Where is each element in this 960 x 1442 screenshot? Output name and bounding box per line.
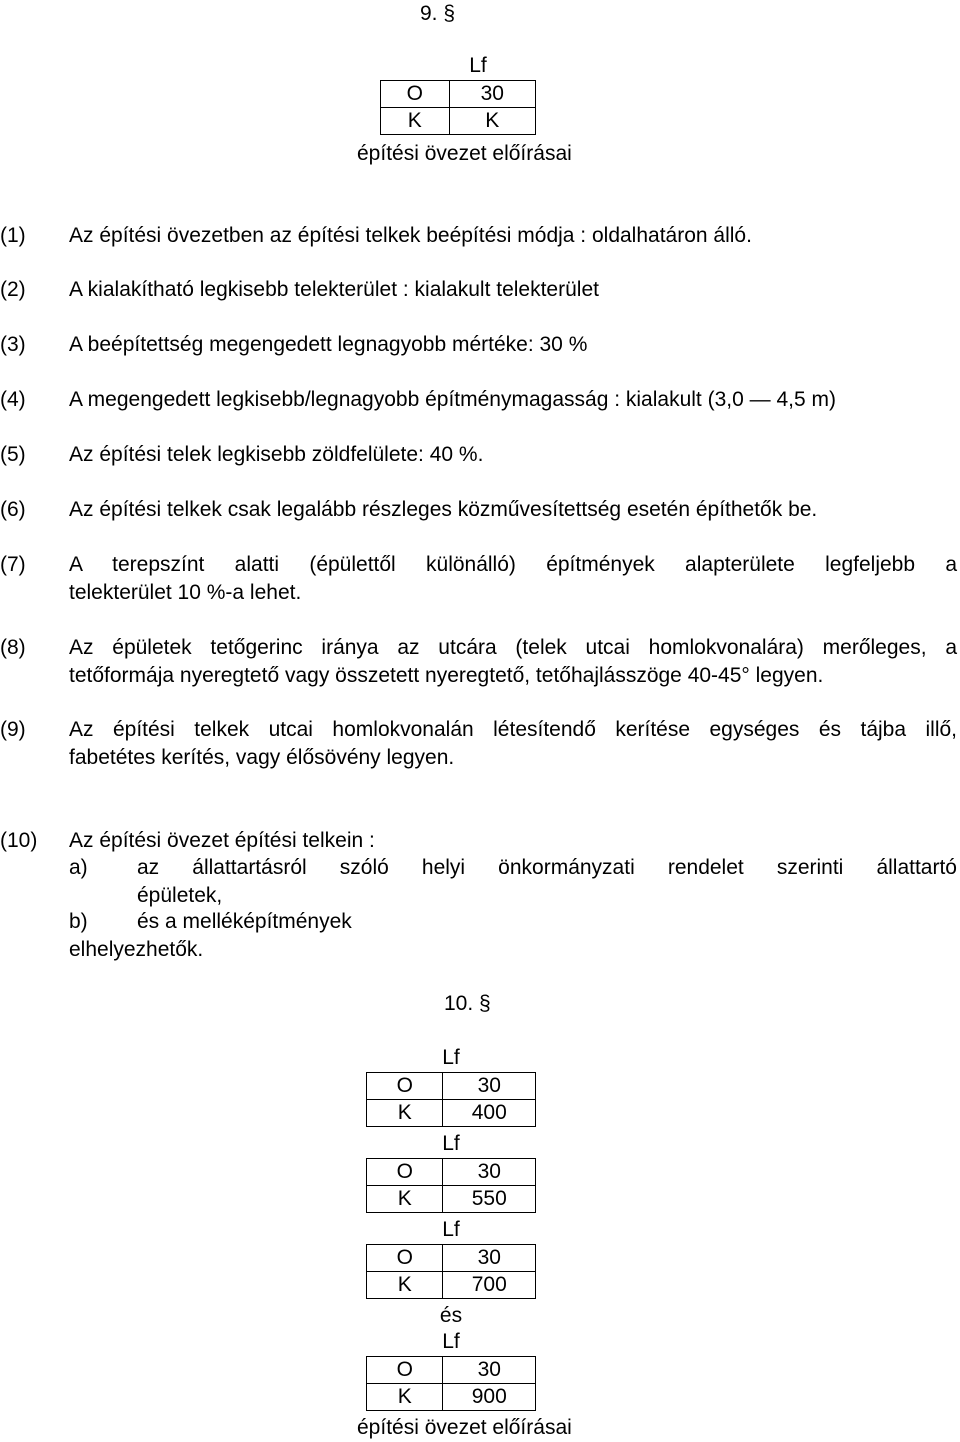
section-heading-9: 9. §	[420, 2, 456, 25]
zone-cell-value: 30	[443, 1357, 536, 1384]
paragraph-number: (8)	[0, 636, 26, 659]
zone-table	[366, 1158, 536, 1213]
zone-cell-value: 30	[443, 1245, 536, 1272]
zone-label: Lf	[469, 54, 487, 77]
zone-cell-value: 550	[443, 1186, 536, 1213]
zone-cell-key: O	[381, 81, 450, 108]
paragraph-text: A kialakítható legkisebb telekterület : kialakult telekterület	[69, 278, 599, 301]
list-item-label: b)	[69, 910, 88, 933]
zone-label: Lf	[442, 1132, 460, 1155]
zone-row	[367, 1159, 536, 1186]
paragraph-text: A beépítettség megengedett legnagyobb mértéke: 30 %	[69, 333, 588, 356]
paragraph-text	[69, 716, 957, 772]
list-item-text	[137, 854, 957, 910]
paragraph-number: (3)	[0, 333, 26, 356]
zone-table	[380, 80, 536, 135]
zone-row-plot	[381, 108, 536, 135]
zone-row	[367, 1186, 536, 1213]
zone-table	[366, 1072, 536, 1127]
list-item-text: és a melléképítmények	[137, 910, 352, 933]
paragraph-text	[69, 551, 957, 607]
zone-label: Lf	[442, 1218, 460, 1241]
zone-caption: építési övezet előírásai	[357, 1416, 572, 1439]
paragraph-number: (2)	[0, 278, 26, 301]
paragraph-number: (1)	[0, 224, 26, 247]
zone-cell-key: O	[367, 1073, 443, 1100]
paragraph-text: Az építési övezet építési telkein :	[69, 829, 375, 852]
list-item-line: az állattartásról szóló helyi önkormányzati rendelet szerinti állattartó	[137, 856, 957, 879]
zone-row	[367, 1357, 536, 1384]
paragraph-line: A terepszínt alatti (épülettől különálló) építmények alapterülete legfeljebb a	[69, 553, 957, 576]
zone-label: Lf	[442, 1046, 460, 1069]
list-item-line: épületek,	[137, 884, 223, 907]
paragraph-text: Az építési telek legkisebb zöldfelülete: 40 %.	[69, 443, 484, 466]
list-item-label: a)	[69, 856, 88, 879]
paragraph-number: (7)	[0, 553, 26, 576]
zone-cell-value: 30	[449, 81, 535, 108]
zone-row	[367, 1272, 536, 1299]
paragraph-line: telekterület 10 %-a lehet.	[69, 581, 302, 604]
paragraph-number: (6)	[0, 498, 26, 521]
zone-cell-key: K	[381, 108, 450, 135]
zone-cell-key: K	[367, 1186, 443, 1213]
zone-cell-value: K	[449, 108, 535, 135]
zone-cell-key: O	[367, 1159, 443, 1186]
zone-cell-key: K	[367, 1100, 443, 1127]
section-heading-10: 10. §	[444, 992, 491, 1015]
paragraph-line: Az épületek tetőgerinc iránya az utcára (telek utcai homlokvonalára) merőleges, a	[69, 636, 957, 659]
zone-cell-value: 400	[443, 1100, 536, 1127]
paragraph-text: Az építési telkek csak legalább részleges közművesítettség esetén építhetők be.	[69, 498, 818, 521]
zone-cell-key: O	[367, 1245, 443, 1272]
zone-cell-key: K	[367, 1384, 443, 1411]
paragraph-number: (5)	[0, 443, 26, 466]
zone-connector: és	[439, 1304, 463, 1327]
zone-row	[367, 1100, 536, 1127]
zone-table	[366, 1244, 536, 1299]
zone-label: Lf	[442, 1330, 460, 1353]
zone-caption: építési övezet előírásai	[357, 142, 572, 165]
zone-cell-key: K	[367, 1272, 443, 1299]
zone-cell-value: 900	[443, 1384, 536, 1411]
paragraph-closing: elhelyezhetők.	[69, 938, 204, 961]
paragraph-line: tetőformája nyeregtető vagy összetett nyeregtető, tetőhajlásszöge 40-45° legyen.	[69, 664, 824, 687]
paragraph-text: Az építési övezetben az építési telkek beépítési módja : oldalhatáron álló.	[69, 224, 752, 247]
zone-row	[367, 1073, 536, 1100]
paragraph-text: A megengedett legkisebb/legnagyobb építménymagasság : kialakult (3,0 — 4,5 m)	[69, 388, 836, 411]
zone-row-density	[381, 81, 536, 108]
zone-row	[367, 1245, 536, 1272]
paragraph-text	[69, 634, 957, 690]
zone-table	[366, 1356, 536, 1411]
paragraph-number: (10)	[0, 829, 38, 852]
zone-cell-key: O	[367, 1357, 443, 1384]
zone-cell-value: 700	[443, 1272, 536, 1299]
zone-row	[367, 1384, 536, 1411]
paragraph-line: fabetétes kerítés, vagy élősövény legyen.	[69, 746, 455, 769]
zone-cell-value: 30	[443, 1159, 536, 1186]
zone-cell-value: 30	[443, 1073, 536, 1100]
paragraph-number: (4)	[0, 388, 26, 411]
paragraph-line: Az építési telkek utcai homlokvonalán létesítendő kerítése egységes és tájba illő,	[69, 718, 957, 741]
paragraph-number: (9)	[0, 718, 26, 741]
